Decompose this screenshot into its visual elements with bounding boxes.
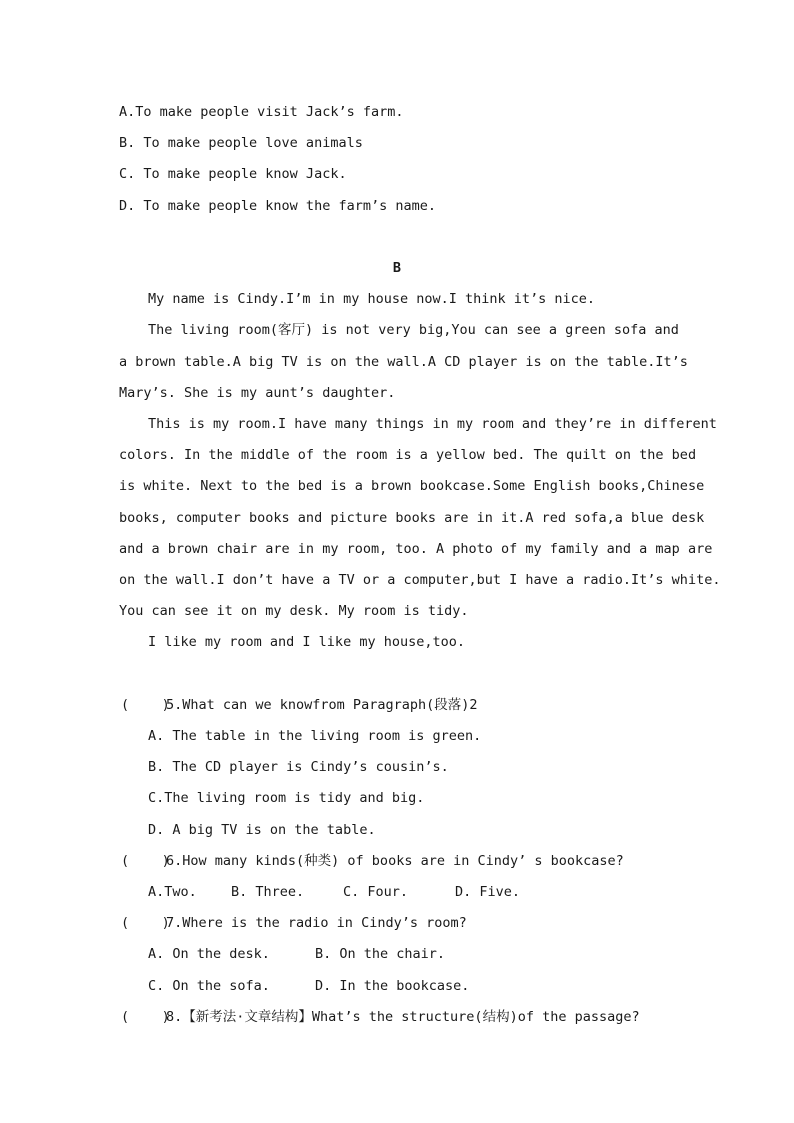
q7-option-d: D. In the bookcase. bbox=[315, 978, 470, 994]
prev-option-d: D. To make people know the farm’s name. bbox=[119, 198, 436, 214]
answer-bracket[interactable]: ( ) bbox=[121, 853, 170, 869]
passage-line: and a brown chair are in my room, too. A photo of my family and a map are bbox=[119, 541, 713, 557]
question-5: 5.What can we knowfrom Paragraph(段落)2 bbox=[166, 697, 478, 713]
question-8: 8.【新考法·文章结构】What’s the structure(结构)of the passage? bbox=[166, 1009, 640, 1025]
passage-line: on the wall.I don’t have a TV or a computer,but I have a radio.It’s white. bbox=[119, 572, 721, 588]
q5-option-b: B. The CD player is Cindy’s cousin’s. bbox=[148, 759, 449, 775]
q5-option-c: C.The living room is tidy and big. bbox=[148, 790, 425, 806]
question-7: 7.Where is the radio in Cindy’s room? bbox=[166, 915, 467, 931]
prev-option-b: B. To make people love animals bbox=[119, 135, 363, 151]
passage-line: is white. Next to the bed is a brown bookcase.Some English books,Chinese bbox=[119, 478, 705, 494]
prev-option-c: C. To make people know Jack. bbox=[119, 166, 347, 182]
q6-option-a: A.Two. bbox=[148, 884, 197, 900]
q6-option-b: B. Three. bbox=[231, 884, 305, 900]
q6-option-d: D. Five. bbox=[455, 884, 521, 900]
prev-option-a: A.To make people visit Jack’s farm. bbox=[119, 104, 404, 120]
passage-line: My name is Cindy.I’m in my house now.I think it’s nice. bbox=[148, 291, 596, 307]
passage-line: This is my room.I have many things in my room and they’re in different bbox=[148, 416, 717, 432]
answer-bracket[interactable]: ( ) bbox=[121, 915, 170, 931]
passage-line: I like my room and I like my house,too. bbox=[148, 634, 465, 650]
q6-option-c: C. Four. bbox=[343, 884, 409, 900]
passage-line: colors. In the middle of the room is a yellow bed. The quilt on the bed bbox=[119, 447, 697, 463]
question-6: 6.How many kinds(种类) of books are in Cindy’ s bookcase? bbox=[166, 853, 624, 869]
passage-line: Mary’s. She is my aunt’s daughter. bbox=[119, 385, 396, 401]
q7-option-b: B. On the chair. bbox=[315, 946, 446, 962]
q7-option-c: C. On the sofa. bbox=[148, 978, 270, 994]
section-title: B bbox=[392, 260, 402, 276]
passage-line: a brown table.A big TV is on the wall.A CD player is on the table.It’s bbox=[119, 354, 688, 370]
answer-bracket[interactable]: ( ) bbox=[121, 1009, 170, 1025]
passage-line: The living room(客厅) is not very big,You can see a green sofa and bbox=[148, 322, 679, 338]
passage-line: You can see it on my desk. My room is tidy. bbox=[119, 603, 469, 619]
q7-option-a: A. On the desk. bbox=[148, 946, 270, 962]
answer-bracket[interactable]: ( ) bbox=[121, 697, 170, 713]
q5-option-a: A. The table in the living room is green. bbox=[148, 728, 482, 744]
q5-option-d: D. A big TV is on the table. bbox=[148, 822, 376, 838]
passage-line: books, computer books and picture books are in it.A red sofa,a blue desk bbox=[119, 510, 705, 526]
